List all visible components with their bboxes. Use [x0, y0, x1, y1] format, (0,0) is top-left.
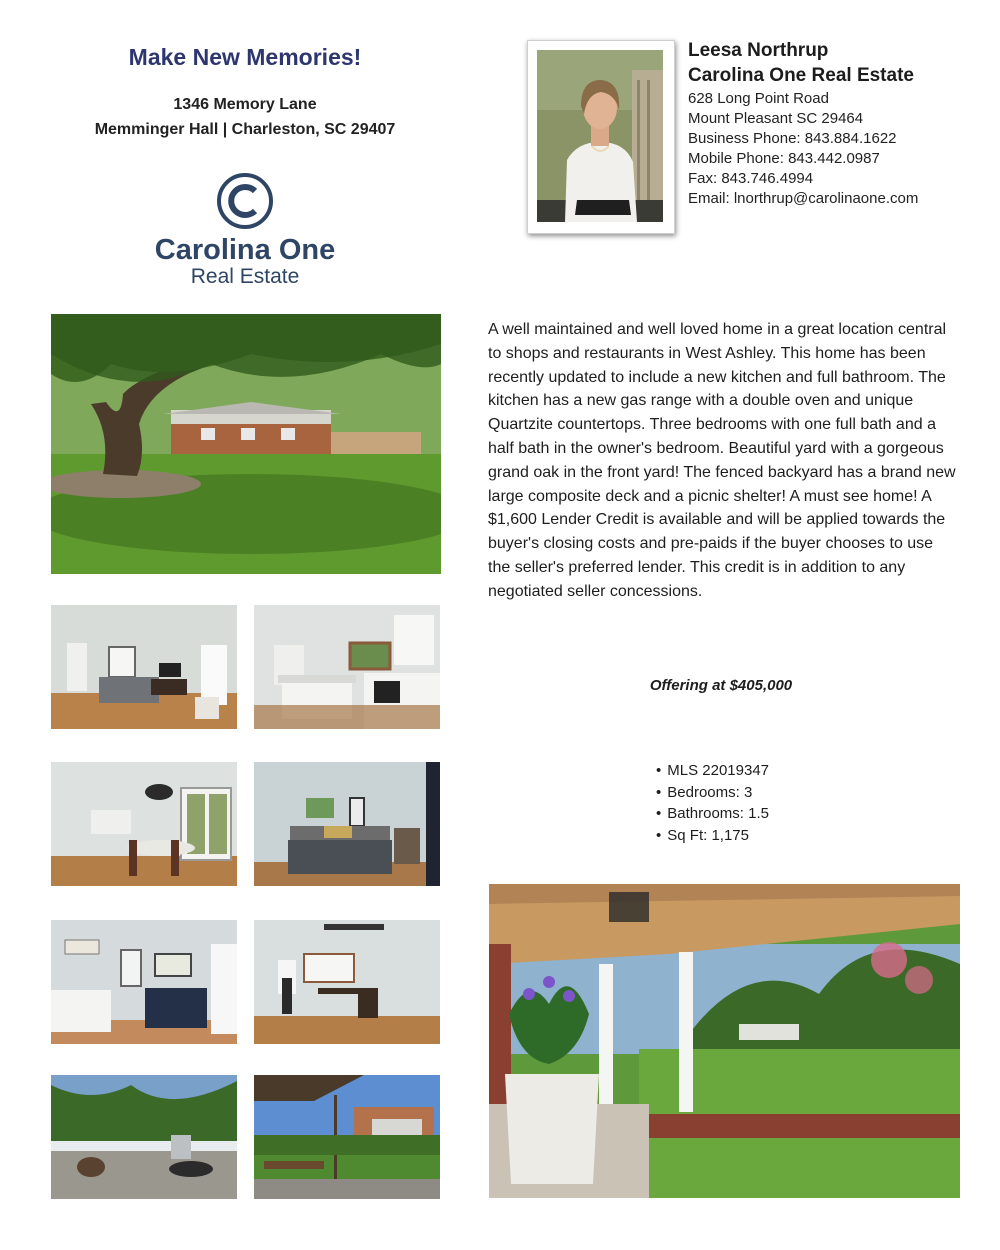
agent-company: Carolina One Real Estate: [688, 65, 914, 86]
property-street-address: 1346 Memory Lane: [173, 96, 317, 113]
picnic-shelter-photo: [254, 1075, 440, 1199]
flyer-headline: Make New Memories!: [128, 44, 362, 70]
fact-bedrooms: • Bedrooms: 3: [656, 782, 769, 804]
agent-business-phone: Business Phone: 843.884.1622: [688, 130, 897, 147]
fact-mls: • MLS 22019347: [656, 760, 769, 782]
bedroom-photo: [254, 762, 440, 886]
agent-name: Leesa Northrup: [688, 40, 829, 61]
listing-description: A well maintained and well loved home in a great location central to shops and restaurants in West Ashley. This home has been recently updated to include a new kitchen and full bathroom. The kitchen has a new gas range with a double oven and unique Quartzite countertops. Three bedrooms with one full bath and a half bath in the owner's bedroom. Beautiful yard with a gorgeous grand oak in the front yard! The fenced backyard has a brand new large composite deck and a picnic shelter! A must see home! A $1,600 Lender Credit is available and will be applied towards the buyer's closing costs and pre-paids if the buyer chooses to use the seller's preferred lender. This credit is in addition to any negotiated seller concessions.: [488, 321, 956, 600]
agent-mobile-phone: Mobile Phone: 843.442.0987: [688, 150, 880, 167]
office-photo: [254, 920, 440, 1044]
brand-subtitle: Real Estate: [190, 265, 300, 288]
listing-price: Offering at $405,000: [649, 677, 793, 694]
agent-city: Mount Pleasant SC 29464: [688, 110, 864, 127]
listing-facts: [656, 760, 769, 846]
kitchen-photo: [254, 605, 440, 729]
brand-name: Carolina One: [154, 234, 336, 266]
agent-fax: Fax: 843.746.4994: [688, 170, 814, 187]
agent-street: 628 Long Point Road: [688, 90, 829, 107]
front-porch-photo: [489, 884, 960, 1198]
dining-room-photo: [51, 762, 237, 886]
fact-sqft: • Sq Ft: 1,175: [656, 825, 769, 847]
agent-photo: [537, 50, 663, 222]
nursery-photo: [51, 920, 237, 1044]
property-city-address: Memminger Hall | Charleston, SC 29407: [94, 121, 396, 138]
agent-photo-frame: [527, 40, 675, 234]
copyright-c-icon: [216, 172, 274, 230]
agent-email: Email: lnorthrup@carolinaone.com: [688, 190, 919, 207]
fact-bathrooms: • Bathrooms: 1.5: [656, 803, 769, 825]
front-yard-oak-photo: [51, 314, 441, 574]
living-room-photo: [51, 605, 237, 729]
backyard-deck-photo: [51, 1075, 237, 1199]
